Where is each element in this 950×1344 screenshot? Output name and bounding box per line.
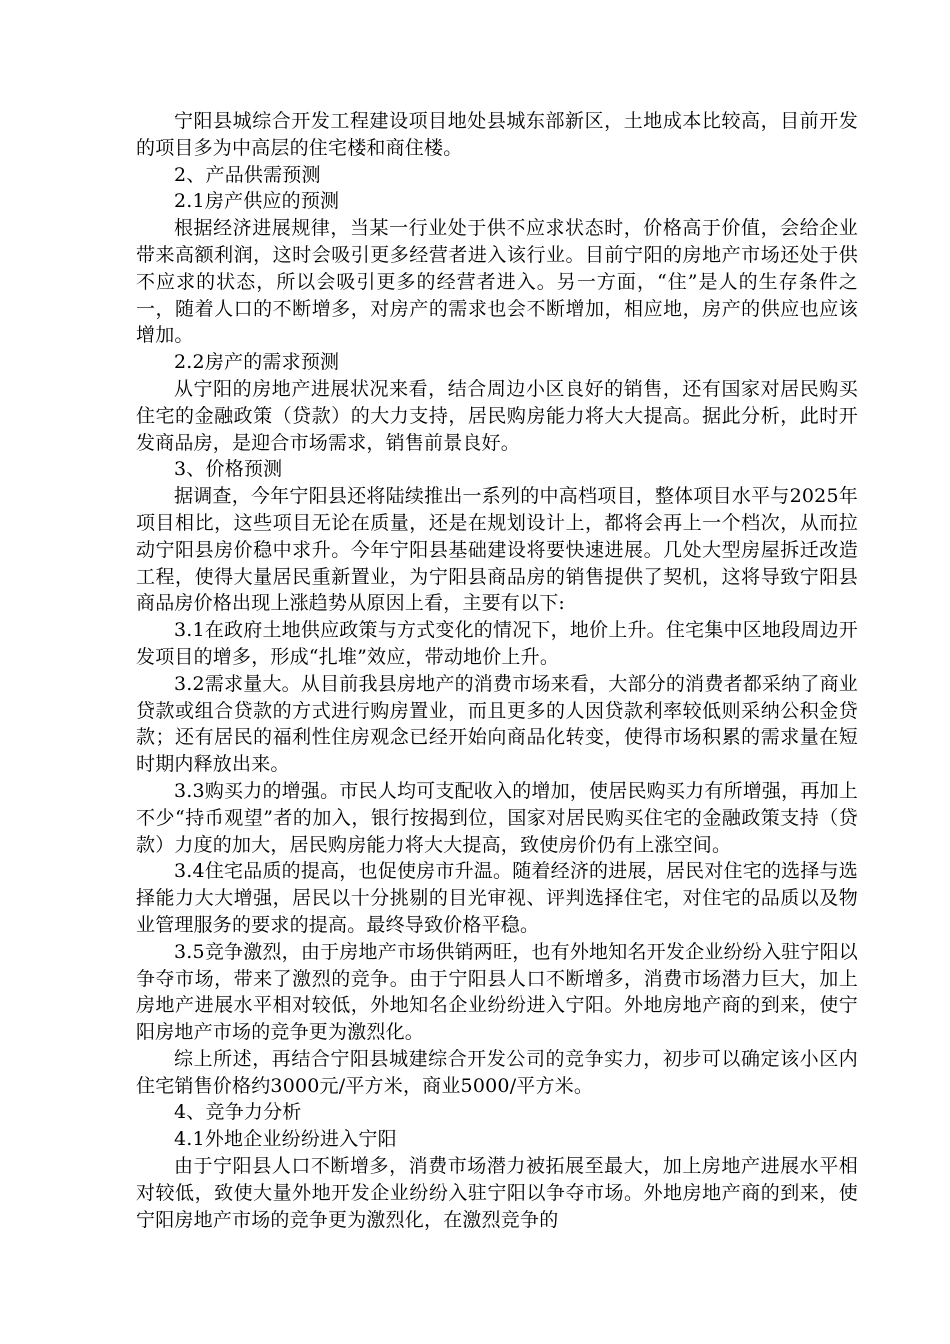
paragraph-reason-3-3: 3.3购买力的增强。市民人均可支配收入的增加，使居民购买力有所增强，再加上不少“持币观望”者的加入，银行按揭到位，国家对居民购买住宅的金融政策支持（贷款）力度的加大，居民购房能力将大大提高，致使房价仍有上涨空间。 [136,779,858,856]
subsection-heading-outside-firms: 4.1外地企业纷纷进入宁阳 [174,1128,397,1151]
paragraph-reason-3-2: 3.2需求量大。从目前我县房地产的消费市场来看，大部分的消费者都采纳了商业贷款或组合贷款的方式进行购房置业，而且更多的人因贷款利率较低则采纳公积金贷款；还有居民的福利性住房观念已经开始向商品化转变，使得市场积累的需求量在短时期内释放出来。 [136,672,858,776]
document-body [136,108,858,1233]
section-heading-supply-demand: 2、产品供需预测 [174,163,321,186]
paragraph-reason-3-5: 3.5竞争激烈，由于房地产市场供销两旺，也有外地知名开发企业纷纷入驻宁阳以争夺市场，带来了激烈的竞争。由于宁阳县人口不断增多，消费市场潜力巨大，加上房地产进展水平相对较低，外地知名企业纷纷进入宁阳。外地房地产商的到来，使宁阳房地产市场的竞争更为激烈化。 [136,940,858,1044]
paragraph-intro: 宁阳县城综合开发工程建设项目地处县城东部新区，土地成本比较高，目前开发的项目多为中高层的住宅楼和商住楼。 [136,110,858,159]
paragraph-reason-3-4: 3.4住宅品质的提高，也促使房市升温。随着经济的进展，居民对住宅的选择与选择能力大大增强，居民以十分挑剔的目光审视、评判选择住宅，对住宅的品质以及物业管理服务的要求的提高。最终导致价格平稳。 [136,860,858,936]
paragraph-reason-3-1: 3.1在政府土地供应政策与方式变化的情况下，地价上升。住宅集中区地段周边开发项目的增多，形成“扎堆”效应，带动地价上升。 [136,619,858,668]
paragraph-summary: 综上所述，再结合宁阳县城建综合开发公司的竞争实力，初步可以确定该小区内住宅销售价格约3000元/平方米，商业5000/平方米。 [136,1047,858,1097]
paragraph-supply: 根据经济进展规律，当某一行业处于供不应求状态时，价格高于价值，会给企业带来高额利润，这时会吸引更多经营者进入该行业。目前宁阳的房地产市场还处于供不应求的状态，所以会吸引更多的经营者进入。另一方面，“住”是人的生存条件之一，随着人口的不断增多，对房产的需求也会不断增加，相应地，房产的供应也应该增加。 [136,217,858,347]
subsection-heading-supply: 2.1房产供应的预测 [174,190,340,213]
section-heading-price: 3、价格预测 [174,458,283,481]
section-heading-competition: 4、竞争力分析 [174,1101,302,1124]
paragraph-demand: 从宁阳的房地产进展状况来看，结合周边小区良好的销售，还有国家对居民购买住宅的金融政策（贷款）的大力支持，居民购房能力将大大提高。据此分析，此时开发商品房，是迎合市场需求，销售前景良好。 [136,377,858,454]
paragraph-price-survey: 据调查，今年宁阳县还将陆续推出一系列的中高档项目，整体项目水平与2025年项目相比，这些项目无论在质量，还是在规划设计上，都将会再上一个档次，从而拉动宁阳县房价稳中求升。今年宁阳县基础建设将要快速进展。几处大型房屋拆迁改造工程，使得大量居民重新置业，为宁阳县商品房的销售提供了契机，这将导致宁阳县商品房价格出现上涨趋势从原因上看，主要有以下: [136,485,858,615]
subsection-heading-demand: 2.2房产的需求预测 [174,351,340,374]
paragraph-outside-firms: 由于宁阳县人口不断增多，消费市场潜力被拓展至最大，加上房地产进展水平相对较低，致使大量外地开发企业纷纷入驻宁阳以争夺市场。外地房地产商的到来，使宁阳房地产市场的竞争更为激烈化，在激烈竞争的 [136,1155,858,1231]
